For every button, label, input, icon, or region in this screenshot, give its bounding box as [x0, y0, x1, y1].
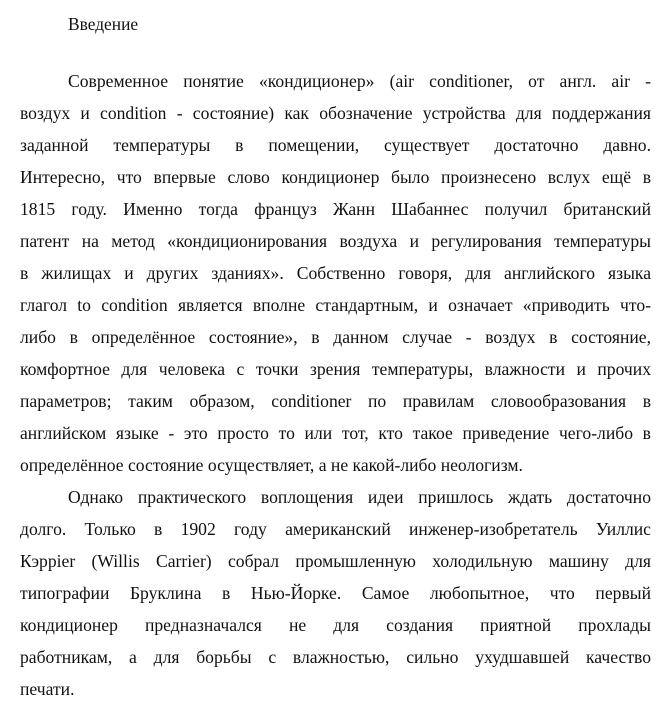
- paragraph-2-line-2: долго. Только в 1902 году американский инженер-изобретатель Уиллис: [20, 519, 651, 539]
- paragraph-2-line-5: кондиционер предназначался не для создания приятной прохлады: [20, 615, 651, 635]
- document-heading: Введение: [68, 14, 139, 34]
- paragraph-1-line-2: воздух и condition - состояние) как обозначение устройства для поддержания: [20, 103, 651, 123]
- paragraph-1-line-1: Современное понятие «кондиционер» (air conditioner, от англ. air -: [68, 71, 651, 91]
- paragraph-2-line-4: типографии Бруклина в Нью-Йорке. Самое любопытное, что первый: [20, 583, 651, 603]
- paragraph-1-line-8: глагол to condition является вполне стандартным, и означает «приводить что-: [20, 295, 651, 315]
- paragraph-1-line-3: заданной температуры в помещении, существует достаточно давно.: [20, 135, 651, 155]
- paragraph-1-line-11: параметров; таким образом, conditioner по правилам словообразования в: [20, 391, 651, 411]
- paragraph-1-line-12: английском языке - это просто то или тот, кто такое приведение чего-либо в: [20, 423, 651, 443]
- paragraph-1-line-7: в жилищах и других зданиях». Собственно говоря, для английского языка: [20, 263, 651, 283]
- paragraph-1-line-4: Интересно, что впервые слово кондиционер было произнесено вслух ещё в: [20, 167, 651, 187]
- paragraph-1-line-6: патент на метод «кондиционирования воздуха и регулирования температуры: [20, 231, 651, 251]
- paragraph-2-line-3: Кэррier (Willis Carrier) собрал промышленную холодильную машину для: [20, 551, 651, 571]
- paragraph-1-line-13: определённое состояние осуществляет, а не какой-либо неологизм.: [20, 455, 523, 475]
- paragraph-1-line-10: комфортное для человека с точки зрения температуры, влажности и прочих: [20, 359, 651, 379]
- paragraph-2-line-7: печати.: [20, 679, 75, 699]
- paragraph-1-line-5: 1815 году. Именно тогда француз Жанн Шабаннес получил британский: [20, 199, 651, 219]
- paragraph-2-line-1: Однако практического воплощения идеи пришлось ждать достаточно: [68, 487, 651, 507]
- paragraph-1-line-9: либо в определённое состояние», в данном случае - воздух в состояние,: [20, 327, 651, 347]
- paragraph-2-line-6: работникам, а для борьбы с влажностью, сильно ухудшавшей качество: [20, 647, 651, 667]
